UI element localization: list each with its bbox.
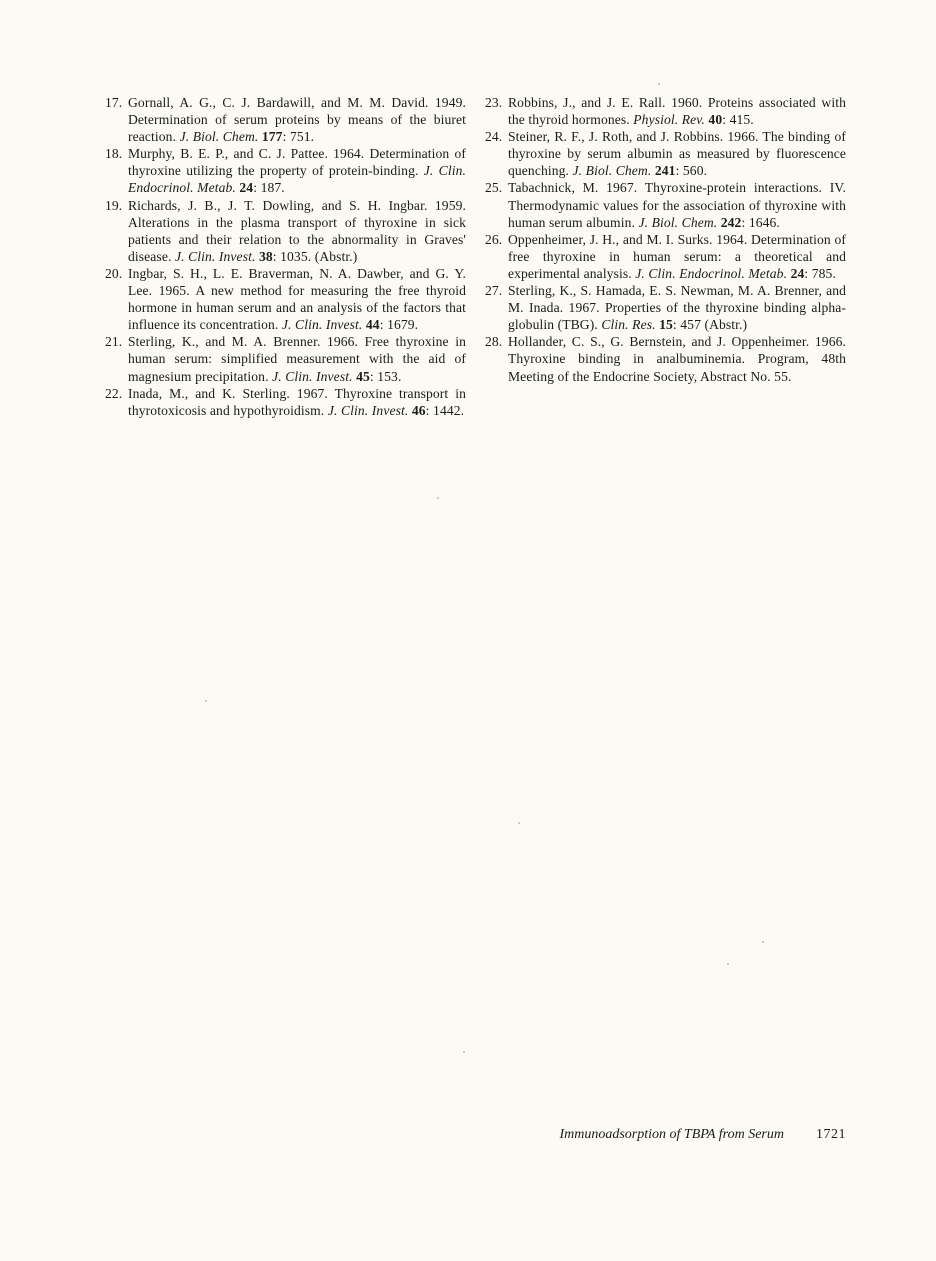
reference-item [105,333,466,384]
scan-speck [463,1051,465,1053]
reference-text: Gornall, A. G., C. J. Bardawill, and M. M. David. 1949. Determination of serum proteins by means of the biuret reaction. J. Biol. Chem. 177: 751. [128,95,466,145]
reference-text: Sterling, K., S. Hamada, E. S. Newman, M. A. Brenner, and M. Inada. 1967. Properties of the thyroxine binding alpha-globulin (TBG). Clin. Res. 15: 457 (Abstr.) [508,283,846,333]
reference-number: 23. [485,95,503,110]
scan-speck [205,700,207,702]
reference-text: Sterling, K., and M. A. Brenner. 1966. Free thyroxine in human serum: simplified measurement with the aid of magnesium precipitation. J. Clin. Invest. 45: 153. [128,334,466,384]
references-section [105,94,846,419]
reference-text: Murphy, B. E. P., and C. J. Pattee. 1964. Determination of thyroxine utilizing the property of protein-binding. J. Clin. Endocrinol. Metab. 24: 187. [128,146,466,196]
reference-item [485,282,846,333]
references-column-right [485,94,846,419]
page-footer [105,1126,846,1143]
page-number: 1721 [816,1127,846,1142]
reference-text: Hollander, C. S., G. Bernstein, and J. Oppenheimer. 1966. Thyroxine binding in analbuminemia. Program, 48th Meeting of the Endocrine Society, Abstract No. 55. [508,334,846,384]
reference-text: Inada, M., and K. Sterling. 1967. Thyroxine transport in thyrotoxicosis and hypothyroidism. J. Clin. Invest. 46: 1442. [128,385,466,418]
reference-number: 18. [105,146,123,162]
reference-number: 26. [485,231,503,247]
reference-item [485,333,846,384]
reference-number: 21. [105,334,123,350]
reference-item [105,197,466,265]
reference-number: 22. [105,385,123,401]
reference-number: 28. [485,334,503,350]
reference-number: 17. [105,95,123,110]
scan-speck [727,963,729,965]
scan-speck [658,83,660,85]
reference-item [105,94,466,145]
reference-item [105,145,466,196]
reference-text: Tabachnick, M. 1967. Thyroxine-protein interactions. IV. Thermodynamic values for the association of thyroxine with human serum albumin. J. Biol. Chem. 242: 1646. [508,180,846,230]
references-column-left [105,94,466,419]
reference-text: Robbins, J., and J. E. Rall. 1960. Proteins associated with the thyroid hormones. Physiol. Rev. 40: 415. [508,95,846,128]
reference-number: 25. [485,180,503,196]
reference-item [105,265,466,333]
reference-text: Steiner, R. F., J. Roth, and J. Robbins. 1966. The binding of thyroxine by serum albumin as measured by fluorescence quenching. J. Biol. Chem. 241: 560. [508,129,846,179]
reference-item [485,179,846,230]
reference-item [105,385,466,419]
running-title: Immunoadsorption of TBPA from Serum [559,1127,784,1142]
reference-text: Oppenheimer, J. H., and M. I. Surks. 1964. Determination of free thyroxine in human serum: a theoretical and experimental analysis. J. Clin. Endocrinol. Metab. 24: 785. [508,231,846,281]
reference-number: 24. [485,129,503,145]
scan-speck [437,497,439,499]
reference-text: Ingbar, S. H., L. E. Braverman, N. A. Dawber, and G. Y. Lee. 1965. A new method for measuring the free thyroid hormone in human serum and an analysis of the factors that influence its concentration. J. Clin. Invest. 44: 1679. [128,265,466,333]
scan-speck [762,941,764,943]
reference-text: Richards, J. B., J. T. Dowling, and S. H. Ingbar. 1959. Alterations in the plasma transport of thyroxine in sick patients and their relation to the abnormality in Graves' disease. J. Clin. Invest. 38: 1035. (Abstr.) [128,197,466,264]
reference-item [485,231,846,282]
scan-speck [518,822,520,824]
reference-number: 19. [105,197,123,213]
reference-item [485,94,846,128]
reference-item [485,128,846,179]
reference-number: 27. [485,283,503,299]
reference-number: 20. [105,265,123,281]
